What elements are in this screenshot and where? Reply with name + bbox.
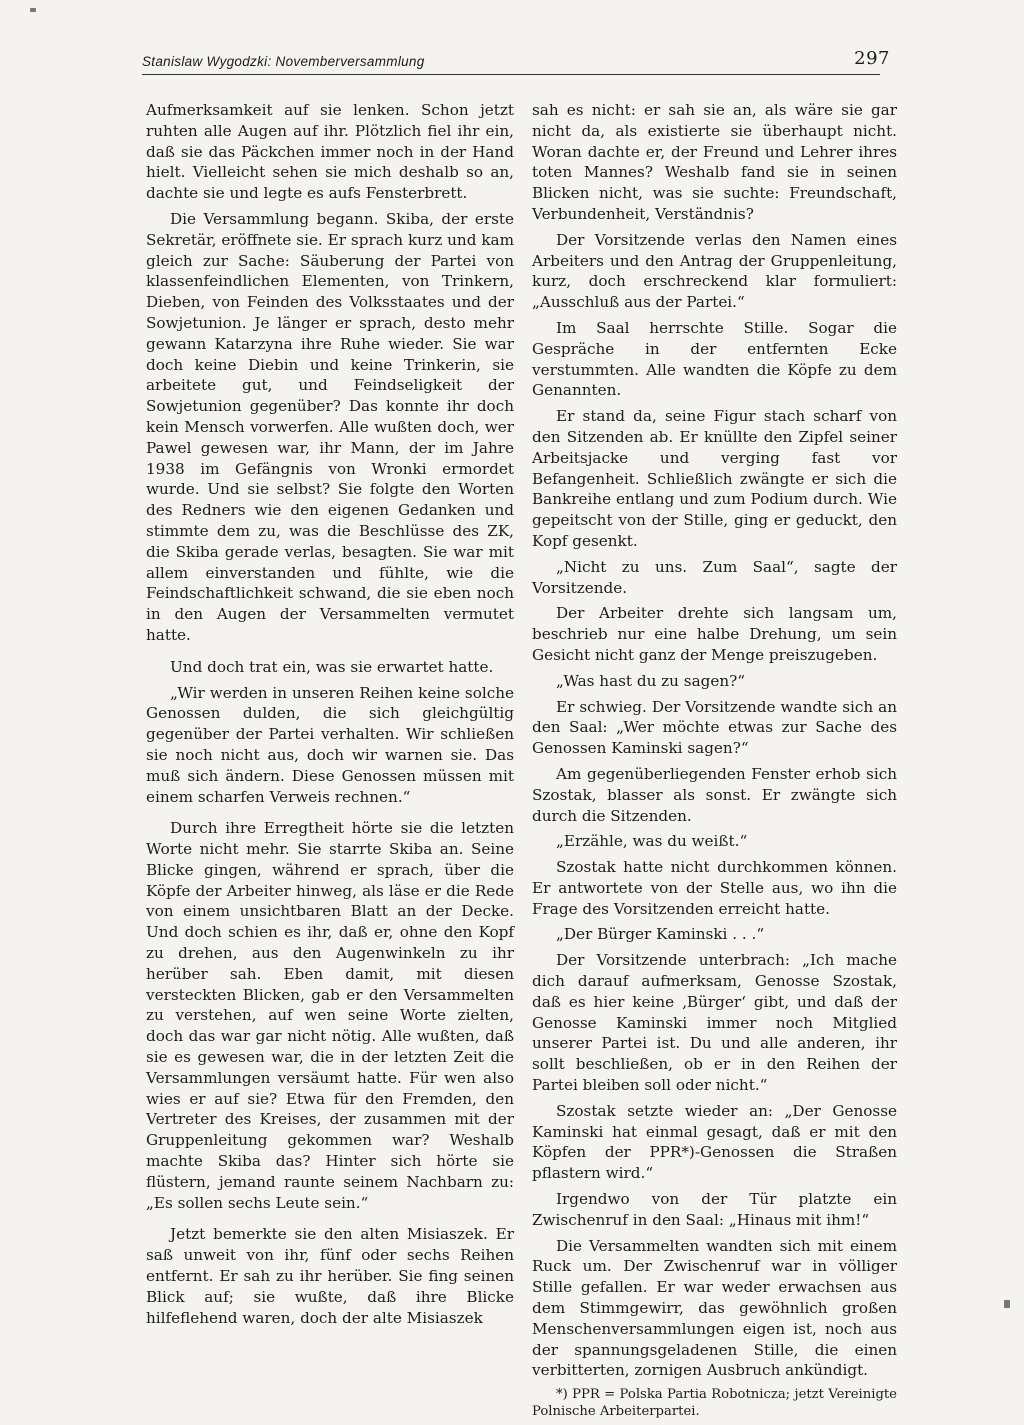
paragraph: Am gegenüberliegenden Fenster erhob sich Szostak, blasser als sonst. Er zwängte sich durch die Sitzenden. [532, 764, 897, 825]
footnote: *) PPR = Polska Partia Robotnicza; jetzt Vereinigte Polnische Arbeiterpartei. [532, 1387, 897, 1420]
paragraph: Der Vorsitzende unterbrach: „Ich mache dich darauf aufmerksam, Genosse Szostak, daß es hier keine ‚Bürger‘ gibt, und daß der Genosse Kaminski immer noch Mitglied unserer Partei ist. Du und alle anderen, ihr sollt beschließen, ob er in den Reihen der Partei bleiben soll oder nicht.“ [532, 951, 897, 1095]
paragraph: „Nicht zu uns. Zum Saal“, sagte der Vorsitzende. [532, 557, 897, 597]
paragraph: Szostak setzte wieder an: „Der Genosse Kaminski hat einmal gesagt, daß er mit den Köpfen der PPR*)-Genossen die Straßen pflastern wird.“ [532, 1101, 897, 1183]
paragraph: Aufmerksamkeit auf sie lenken. Schon jetzt ruhten alle Augen auf ihr. Plötzlich fiel ihr ein, daß sie das Päckchen immer noch in der Hand hielt. Vielleicht sehen sie mich deshalb so an, dachte sie und legte es aufs Fensterbrett. [146, 101, 514, 203]
paragraph: Irgendwo von der Tür platzte ein Zwischenruf in den Saal: „Hinaus mit ihm!“ [532, 1190, 897, 1229]
paragraph: Durch ihre Erregtheit hörte sie die letzten Worte nicht mehr. Sie starrte Skiba an. Seine Blicke gingen, während er sprach, über die Köpfe der Arbeiter hinweg, als läse er die Rede von einem unsichtbaren Blatt an der Decke. Und doch schien es ihr, daß er, ohne den Kopf zu drehen, aus den Augenwinkeln zu ihr herüber sah. Eben damit, mit diesen versteckten Blicken, gab er den Versammelten zu verstehen, auf wen seine Worte zielten, doch das war gar nicht nötig. Alle wußten, daß sie es gewesen war, die in der letzten Zeit die Versammlungen versäumt hatte. Für wen also wies er auf sie? Etwa für den Fremden, den Vertreter des Kreises, der zusammen mit der Gruppenleitung gekommen war? Weshalb machte Skiba das? Hinter sich hörte sie flüstern, jemand raunte seinem Nachbarn zu: „Es sollen sechs Leute sein.“ [146, 819, 514, 1212]
paragraph: Szostak hatte nicht durchkommen können. Er antwortete von der Stelle aus, wo ihn die Frage des Vorsitzenden erreicht hatte. [532, 858, 897, 918]
running-title: Stanislaw Wygodzki: Novemberversammlung [142, 54, 425, 69]
paragraph: Der Vorsitzende verlas den Namen eines Arbeiters und den Antrag der Gruppenleitung, kurz, doch erschreckend klar formuliert: „Ausschluß aus der Partei.“ [532, 230, 897, 312]
paragraph: Der Arbeiter drehte sich langsam um, beschrieb nur eine halbe Drehung, um sein Gesicht nicht ganz der Menge preiszugeben. [532, 604, 897, 664]
paragraph: Die Versammlung begann. Skiba, der erste Sekretär, eröffnete sie. Er sprach kurz und kam gleich zur Sache: Säuberung der Partei von klassenfeindlichen Elementen, von Trinkern, Dieben, von Feinden des Volksstaates und der Sowjetunion. Je länger er sprach, desto mehr gewann Katarzyna ihre Ruhe wieder. Sie war doch keine Diebin und keine Trinkerin, sie arbeitete gut, und Feindseligkeit der Sowjetunion gegenüber? Das konnte ihr doch kein Mensch vorwerfen. Alle wußten doch, wer Pawel gewesen war, ihr Mann, der im Jahre 1938 im Gefängnis von Wronki ermordet wurde. Und sie selbst? Sie folgte den Worten des Redners wie den eigenen Gedanken und stimmte dem zu, was die Beschlüsse des ZK, die Skiba gerade verlas, besagten. Sie war mit allem einverstanden und fühlte, wie die Feindschaftlichkeit schwand, die sie eben noch in den Augen der Versammelten vermutet hatte. [146, 209, 514, 644]
paragraph: Jetzt bemerkte sie den alten Misiaszek. Er saß unweit von ihr, fünf oder sechs Reihen entfernt. Er sah zu ihr herüber. Sie fing seinen Blick auf; sie wußte, daß ihre Blicke hilfeflehend waren, doch der alte Misiaszek [146, 1225, 514, 1327]
header-rule [142, 74, 880, 75]
scan-speck [1004, 1300, 1010, 1308]
paragraph: Er stand da, seine Figur stach scharf von den Sitzenden ab. Er knüllte den Zipfel seiner Arbeitsjacke und verging fast vor Befangenheit. Schließlich zwängte er sich die Bankreihe entlang und zum Podium durch. Wie gepeitscht von der Stille, ging er geduckt, den Kopf gesenkt. [532, 407, 897, 550]
paragraph: Im Saal herrschte Stille. Sogar die Gespräche in der entfernten Ecke verstummten. Alle wandten die Köpfe zu dem Genannten. [532, 318, 897, 400]
page-number: 297 [854, 48, 890, 69]
paragraph: „Wir werden in unseren Reihen keine solche Genossen dulden, die sich gleichgültig gegenüber der Partei verhalten. Wir schließen sie noch nicht aus, doch wir warnen sie. Das muß sich ändern. Diese Genossen müssen mit einem scharfen Verweis rechnen.“ [146, 683, 514, 806]
running-head [142, 48, 890, 78]
scan-speck [30, 8, 36, 12]
paragraph: Er schwieg. Der Vorsitzende wandte sich an den Saal: „Wer möchte etwas zur Sache des Genossen Kaminski sagen?“ [532, 697, 897, 758]
paragraph: Die Versammelten wandten sich mit einem Ruck um. Der Zwischenruf war in völliger Stille gefallen. Er war weder erwachsen aus dem Stimmgewirr, das gewöhnlich großen Menschenversammlungen eigen ist, noch aus der spannungsgeladenen Stille, die einen verbitterten, zornigen Ausbruch ankündigt. [532, 1236, 897, 1380]
paragraph: „Erzähle, was du weißt.“ [556, 832, 748, 851]
paragraph: Und doch trat ein, was sie erwartet hatte. [170, 657, 494, 676]
left-column [146, 100, 514, 1333]
paragraph: „Was hast du zu sagen?“ [556, 671, 746, 690]
paragraph: „Der Bürger Kaminski . . .“ [556, 925, 765, 944]
right-column [532, 100, 897, 1425]
paragraph: sah es nicht: er sah sie an, als wäre sie gar nicht da, als existierte sie überhaupt nicht. Woran dachte er, der Freund und Lehrer ihres toten Mannes? Weshalb fand sie in seinen Blicken nicht, was sie suchte: Freundschaft, Verbundenheit, Verständnis? [532, 101, 897, 223]
